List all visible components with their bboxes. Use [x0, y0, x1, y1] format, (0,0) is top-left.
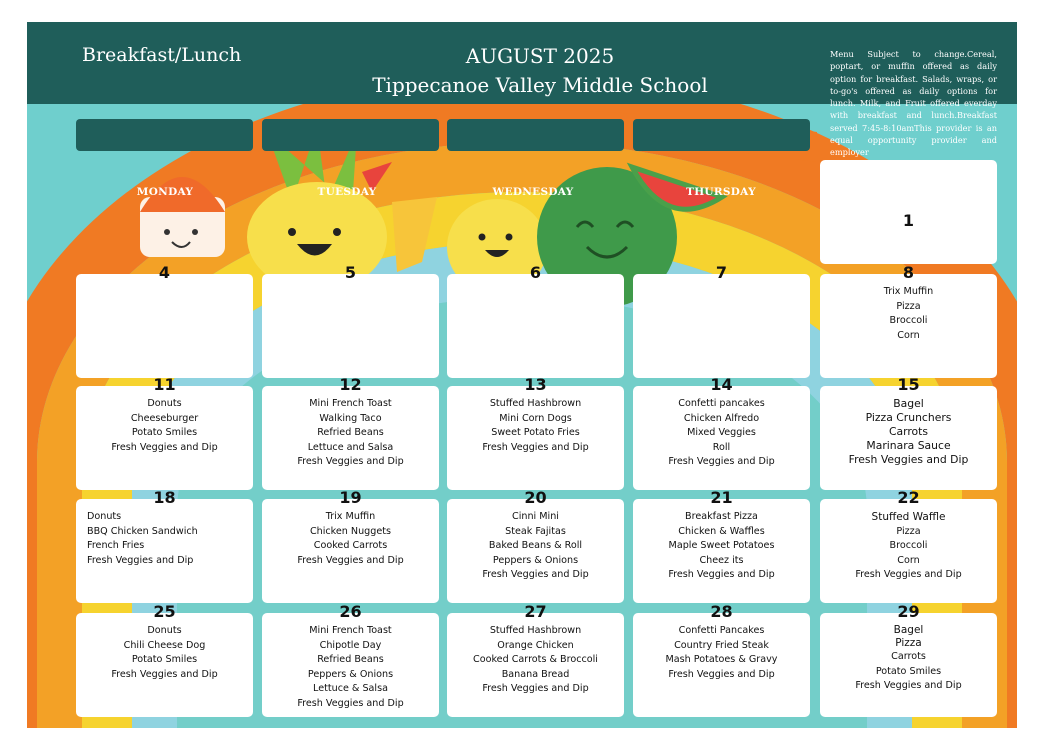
menu-items — [262, 506, 439, 568]
day-label-tuesday: TUESDAY — [317, 186, 377, 198]
menu-items — [447, 620, 624, 697]
menu-item: Broccoli — [889, 315, 928, 326]
menu-item: Fresh Veggies and Dip — [668, 668, 775, 680]
menu-item: Fresh Veggies and Dip — [668, 569, 775, 580]
day-cell — [633, 263, 810, 378]
menu-item: Chili Cheese Dog — [123, 639, 206, 651]
day-bar-thursday — [633, 119, 810, 151]
day-cell — [633, 488, 810, 603]
day-bar-tuesday — [262, 119, 439, 151]
menu-item: Roll — [712, 441, 731, 453]
menu-item: Fresh Veggies and Dip — [111, 441, 218, 453]
menu-item: Fresh Veggies and Dip — [297, 554, 404, 566]
menu-item: Fresh Veggies and Dip — [668, 456, 775, 467]
menu-item: Carrots — [888, 425, 929, 438]
calendar-title — [327, 43, 753, 100]
menu-items — [262, 620, 439, 711]
menu-item: Corn — [897, 554, 920, 566]
menu-item: Steak Fajitas — [505, 525, 566, 537]
day-number: 26 — [339, 602, 362, 621]
menu-item: Stuffed Hashbrown — [489, 625, 582, 636]
day-number: 18 — [153, 488, 176, 507]
day-number: 11 — [153, 375, 176, 394]
menu-items — [820, 620, 997, 694]
day-bar-wednesday — [447, 119, 624, 151]
menu-item: Carrots — [891, 651, 926, 662]
menu-item: Donuts — [147, 398, 182, 409]
menu-items — [76, 393, 253, 455]
menu-item: BBQ Chicken Sandwich — [87, 525, 198, 537]
menu-items — [820, 393, 997, 467]
day-cell — [447, 488, 624, 603]
day-cell — [820, 160, 997, 264]
day-number: 25 — [153, 602, 176, 621]
menu-item: Walking Taco — [319, 412, 382, 424]
menu-item: Cheez its — [699, 554, 744, 566]
day-cell — [820, 375, 997, 490]
day-number: 21 — [710, 488, 733, 507]
day-cell — [820, 263, 997, 378]
day-cell — [262, 488, 439, 603]
menu-items — [76, 506, 253, 568]
menu-item: Potato Smiles — [875, 665, 942, 677]
menu-item: Lettuce and Salsa — [307, 441, 394, 453]
menu-item: Sweet Potato Fries — [491, 427, 580, 438]
day-cell — [262, 263, 439, 378]
menu-item: Stuffed Waffle — [871, 511, 946, 523]
menu-item: Corn — [897, 329, 920, 341]
menu-item: Pizza Crunchers — [865, 411, 952, 424]
menu-item: Marinara Sauce — [866, 439, 951, 452]
menu-item: Chicken Nuggets — [309, 525, 392, 537]
menu-item: Pizza — [896, 525, 921, 537]
menu-item: Fresh Veggies and Dip — [87, 554, 194, 566]
menu-item: Maple Sweet Potatoes — [668, 540, 775, 551]
menu-item: Cooked Carrots — [313, 540, 388, 551]
menu-item: Orange Chicken — [497, 639, 574, 651]
menu-item: Donuts — [147, 625, 182, 636]
day-number: 13 — [524, 375, 547, 394]
day-label-thursday: THURSDAY — [686, 186, 756, 198]
day-cell — [447, 375, 624, 490]
menu-item: Fresh Veggies and Dip — [848, 453, 969, 466]
day-number: 15 — [897, 375, 920, 394]
day-number: 19 — [339, 488, 362, 507]
menu-item: Fresh Veggies and Dip — [297, 456, 404, 467]
day-cell — [76, 375, 253, 490]
menu-item: Fresh Veggies and Dip — [111, 668, 218, 680]
day-number: 14 — [710, 375, 733, 394]
menu-item: Cooked Carrots & Broccoli — [473, 654, 598, 665]
menu-items — [820, 506, 997, 583]
day-label-wednesday: WEDNESDAY — [492, 186, 574, 198]
menu-item: Peppers & Onions — [492, 554, 579, 566]
menu-item: Fresh Veggies and Dip — [482, 441, 589, 453]
menu-item: Broccoli — [889, 540, 928, 551]
menu-item: Mini French Toast — [309, 625, 392, 636]
day-number: 8 — [902, 263, 915, 282]
day-bar-monday — [76, 119, 253, 151]
menu-item: Stuffed Hashbrown — [489, 398, 582, 409]
menu-items — [447, 506, 624, 583]
menu-item: Mini French Toast — [309, 398, 392, 409]
menu-items — [262, 393, 439, 470]
day-number: 5 — [344, 263, 357, 282]
day-number: 7 — [715, 263, 728, 282]
day-number: 1 — [902, 211, 915, 230]
menu-item: Potato Smiles — [131, 427, 198, 438]
menu-item: Fresh Veggies and Dip — [482, 683, 589, 694]
menu-item: Trix Muffin — [883, 286, 934, 297]
menu-item: Refried Beans — [317, 654, 384, 665]
day-number: 22 — [897, 488, 920, 507]
menu-item: Peppers & Onions — [307, 668, 394, 680]
day-label-monday: MONDAY — [136, 186, 194, 198]
day-number: 20 — [524, 488, 547, 507]
menu-item: Bagel — [893, 624, 924, 636]
menu-item: French Fries — [87, 540, 145, 551]
menu-items — [633, 620, 810, 682]
meal-type-title: Breakfast/Lunch — [82, 44, 242, 66]
day-number: 6 — [529, 263, 542, 282]
menu-item: Chipotle Day — [319, 639, 382, 651]
menu-item: Chicken & Waffles — [678, 525, 765, 537]
menu-item: Pizza — [895, 637, 922, 649]
month-title: AUGUST 2025 — [465, 44, 615, 68]
menu-item: Confetti Pancakes — [678, 625, 765, 636]
school-name: Tippecanoe Valley Middle School — [372, 73, 708, 97]
menu-sheet — [27, 22, 1017, 728]
menu-item: Baked Beans & Roll — [488, 540, 583, 551]
menu-item: Fresh Veggies and Dip — [855, 569, 962, 580]
menu-item: Breakfast Pizza — [685, 511, 758, 522]
day-cell — [76, 602, 253, 717]
menu-items — [76, 620, 253, 682]
day-number: 12 — [339, 375, 362, 394]
menu-item: Mash Potatoes & Gravy — [665, 654, 778, 665]
menu-item: Trix Muffin — [325, 511, 376, 522]
day-number: 29 — [897, 602, 920, 621]
menu-item: Mini Corn Dogs — [499, 412, 572, 424]
day-cell — [76, 488, 253, 603]
day-cell — [447, 263, 624, 378]
menu-item: Cheeseburger — [130, 412, 199, 424]
day-number: 27 — [524, 602, 547, 621]
day-cell — [262, 602, 439, 717]
menu-items — [633, 506, 810, 583]
day-cell — [820, 602, 997, 717]
day-number: 4 — [158, 263, 171, 282]
menu-item: Lettuce & Salsa — [313, 683, 388, 694]
day-cell — [633, 375, 810, 490]
menu-item: Fresh Veggies and Dip — [482, 569, 589, 580]
day-cell — [76, 263, 253, 378]
menu-item: Refried Beans — [317, 427, 384, 438]
day-cell — [262, 375, 439, 490]
menu-item: Chicken Alfredo — [683, 412, 760, 424]
menu-item: Fresh Veggies and Dip — [855, 680, 962, 691]
day-cell — [447, 602, 624, 717]
menu-item: Pizza — [896, 300, 921, 312]
day-cell — [820, 488, 997, 603]
menu-item: Cinni Mini — [512, 511, 559, 522]
menu-item: Confetti pancakes — [678, 398, 765, 409]
menu-item: Banana Bread — [501, 668, 570, 680]
day-number: 28 — [710, 602, 733, 621]
menu-items — [447, 393, 624, 455]
menu-item: Donuts — [87, 511, 122, 522]
menu-item: Fresh Veggies and Dip — [297, 697, 404, 709]
menu-item: Bagel — [893, 397, 924, 410]
menu-note: Menu Subject to change.Cereal, poptart, or muffin offered as daily option for breakfast. Salads, wraps, or to-go's offered as daily options for lunch. Milk, and Fruit offered everday with breakfast and lunch.Breakfast served 7:45-8:10amThis provider is an equal opportunity provider and employer — [830, 49, 997, 158]
menu-items — [633, 393, 810, 470]
menu-item: Country Fried Steak — [674, 639, 769, 651]
menu-items — [820, 281, 997, 343]
day-cell — [633, 602, 810, 717]
menu-item: Potato Smiles — [131, 654, 198, 665]
menu-item: Mixed Veggies — [687, 427, 756, 438]
